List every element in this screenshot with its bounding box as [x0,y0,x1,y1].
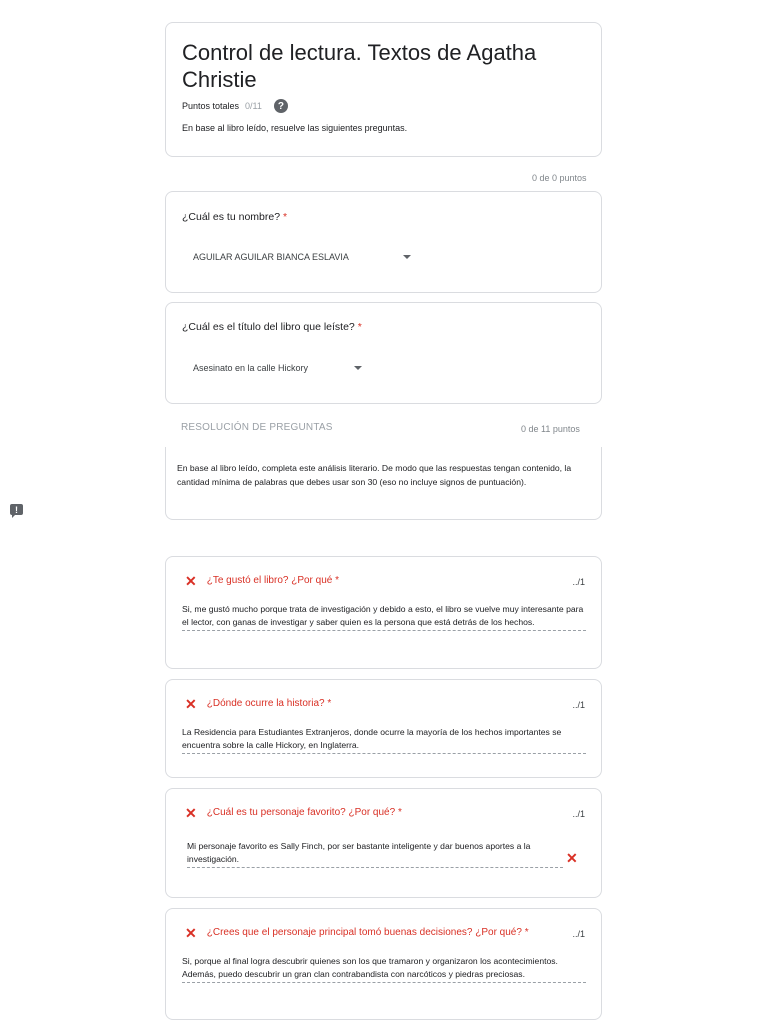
question-label: ¿Dónde ocurre la historia? * [206,698,332,709]
caret-down-icon [354,366,362,370]
question-label: ¿Cuál es el título del libro que leíste? * [182,321,362,333]
graded-question-card [165,788,602,898]
close-icon: ✕ [185,572,197,589]
question-label: ¿Cuál es tu nombre? * [182,211,288,223]
question-label: ¿Cuál es tu personaje favorito? ¿Por qué? * [206,807,402,818]
help-icon[interactable]: ? [274,99,288,113]
form-title: Control de lectura. Textos de Agatha Christie [182,40,537,92]
total-points-value: 0/11 [245,101,262,111]
section-score: 0 de 11 puntos [521,424,580,434]
total-points-row [182,99,585,113]
question-label: ¿Crees que el personaje principal tomó buenas decisiones? ¿Por qué? * [206,927,529,938]
name-dropdown[interactable] [193,252,411,262]
total-points-label: Puntos totales [182,101,240,111]
section-score: 0 de 0 puntos [532,173,587,183]
graded-question-card [165,556,602,669]
section-description: En base al libro leído, completa este análisis literario. De modo que las respuestas tengan contenido, la cantidad mínima de palabras que debes usar son 30 (eso no incluye signos de puntuación). [177,463,572,487]
question-card-book [165,302,602,404]
question-score: ../1 [572,809,585,819]
form-header-card [165,22,602,157]
question-score: ../1 [572,929,585,939]
answer-text[interactable]: Si, me gustó mucho porque trata de investigación y debido a esto, el libro se vuelve muy interesante para el lector, con ganas de investigar y saber quien es la persona que está detrás de los hechos. [182,603,586,631]
question-header [185,695,332,712]
question-header [185,804,402,821]
close-icon: ✕ [185,924,197,941]
caret-down-icon [403,255,411,259]
dropdown-value: AGUILAR AGUILAR BIANCA ESLAVIA [193,252,349,262]
dropdown-value: Asesinato en la calle Hickory [193,363,309,373]
section-title: RESOLUCIÓN DE PREGUNTAS [181,422,333,433]
answer-text[interactable]: Si, porque al final logra descubrir quienes son los que tramaron y organizaron los acontecimientos. Además, puedo descubrir un gran clan contrabandista con narcóticos y piedras preciosas. [182,955,586,983]
report-icon[interactable]: ! [10,504,23,515]
question-score: ../1 [572,577,585,587]
required-marker: * [282,211,288,223]
question-score: ../1 [572,700,585,710]
answer-text[interactable]: Mi personaje favorito es Sally Finch, por ser bastante inteligente y dar buenos aportes a la investigación. [187,840,563,868]
question-header [185,572,340,589]
close-icon: ✕ [185,804,197,821]
graded-question-card [165,908,602,1020]
close-icon: ✕ [185,695,197,712]
question-card-name [165,191,602,293]
form-description: En base al libro leído, resuelve las siguientes preguntas. [182,123,408,133]
answer-text[interactable]: La Residencia para Estudiantes Extranjeros, donde ocurre la mayoría de los hechos importantes se encuentra sobre la calle Hickory, en Inglaterra. [182,726,586,754]
graded-question-card [165,679,602,778]
book-dropdown[interactable] [193,363,362,373]
required-marker: * [357,321,362,333]
question-header [185,924,529,941]
question-label: ¿Te gustó el libro? ¿Por qué * [206,575,340,586]
close-icon: ✕ [566,850,578,866]
